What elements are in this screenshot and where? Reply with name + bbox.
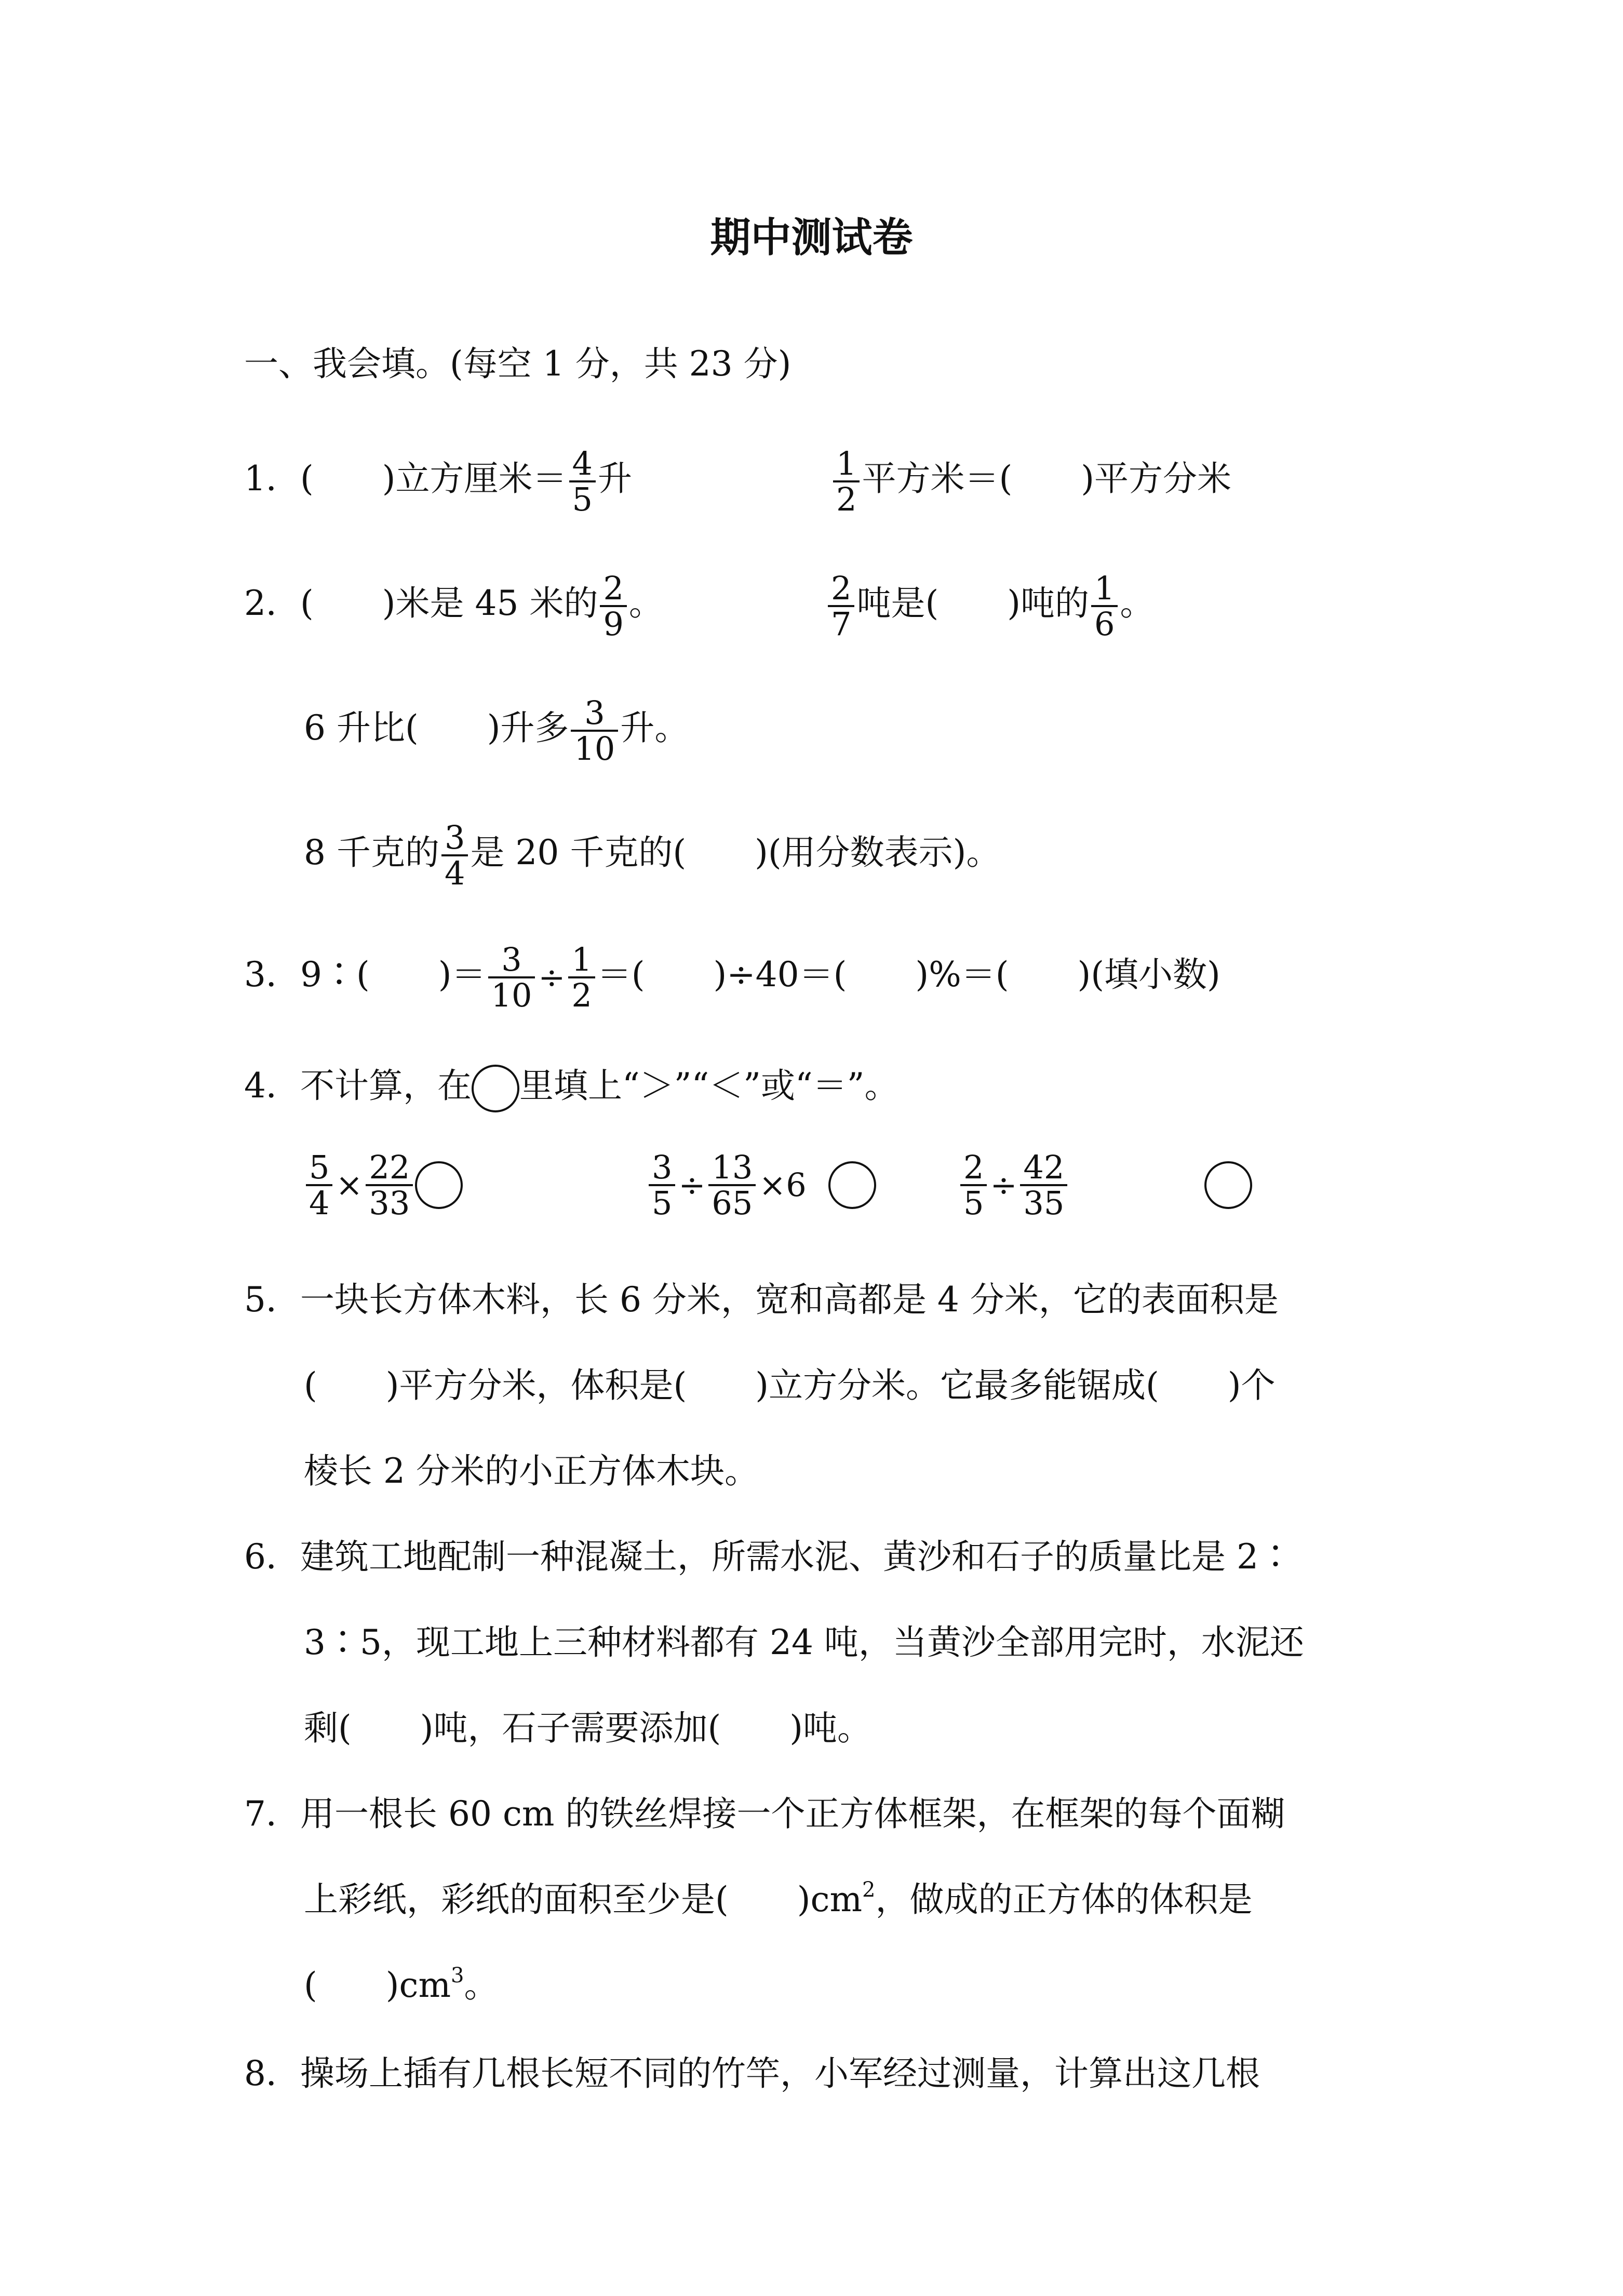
question-7-line-1: 7．用一根长 60 cm 的铁丝焊接一个正方体框架，在框架的每个面糊 xyxy=(244,1794,1285,1834)
question-number: 5． xyxy=(244,1280,300,1320)
question-2b: $\frac{2}{7}$ 吨是( )吨的 $\frac{1}{6}$ 。 xyxy=(826,571,1154,641)
question-1a: 1．( )立方厘米＝ $\frac{4}{5}$ 升 xyxy=(244,445,632,519)
question-5-line-3: 棱长 2 分米的小正方体木块。 xyxy=(304,1451,759,1491)
question-3: 3．9∶( )＝ $\frac{3}{10}$ ÷ $\frac{1}{2}$ ＝( )÷40＝( )%＝( )(填小数) xyxy=(244,941,1220,1015)
fraction: $\frac{1}{6}$ xyxy=(1091,571,1118,641)
answer-circle[interactable] xyxy=(828,1161,876,1209)
answer-circle[interactable] xyxy=(1204,1161,1252,1209)
compare-expression-3: $\frac{2}{5}$ ÷ $\frac{42}{35}$ xyxy=(958,1150,1252,1220)
fraction: $\frac{42}{35}$ xyxy=(1020,1150,1067,1220)
fraction: $\frac{2}{5}$ xyxy=(960,1150,987,1220)
fraction: $\frac{4}{5}$ xyxy=(569,447,596,516)
question-5-line-2: ( )平方分米，体积是( )立方分米。它最多能锯成( )个 xyxy=(304,1365,1276,1405)
fraction: $\frac{1}{2}$ xyxy=(568,943,595,1012)
question-number: 6． xyxy=(244,1537,300,1577)
question-number: 8． xyxy=(244,2053,300,2093)
question-number: 3． xyxy=(244,955,300,995)
question-4: 4．不计算，在 里填上“＞”“＜”或“＝”。 xyxy=(244,1065,898,1112)
answer-circle[interactable] xyxy=(415,1161,463,1209)
question-number: 2． xyxy=(244,583,300,624)
question-2a: 2．( )米是 45 米的 $\frac{2}{9}$ 。 xyxy=(244,569,663,643)
question-8-line-1: 8．操场上插有几根长短不同的竹竿，小军经过测量，计算出这几根 xyxy=(244,2053,1260,2093)
question-6-line-1: 6．建筑工地配制一种混凝土，所需水泥、黄沙和石子的质量比是 2∶ xyxy=(244,1537,1293,1577)
fraction: $\frac{5}{4}$ xyxy=(306,1150,332,1220)
question-2c: 6 升比( )升多 $\frac{3}{10}$ 升。 xyxy=(304,694,689,768)
compare-expression-1: $\frac{5}{4}$ × $\frac{22}{33}$ xyxy=(304,1150,463,1220)
fraction: $\frac{22}{33}$ xyxy=(366,1150,413,1220)
question-number: 7． xyxy=(244,1794,300,1834)
section-heading: 一、我会填。(每空 1 分，共 23 分) xyxy=(244,344,792,384)
question-7-line-3: ( )$cm^3$。 xyxy=(304,1964,499,2005)
fraction: $\frac{1}{2}$ xyxy=(833,447,860,516)
answer-circle[interactable] xyxy=(472,1065,519,1112)
fraction: $\frac{3}{4}$ xyxy=(441,821,468,890)
fraction: $\frac{3}{10}$ xyxy=(488,943,535,1012)
page-title: 期中测试卷 xyxy=(710,214,913,261)
fraction: $\frac{2}{7}$ xyxy=(828,571,854,641)
question-1b: $\frac{1}{2}$ 平方米＝( )平方分米 xyxy=(831,447,1231,516)
question-7-line-2: 上彩纸，彩纸的面积至少是( )$cm^2$，做成的正方体的体积是 xyxy=(304,1878,1253,1919)
question-2d: 8 千克的 $\frac{3}{4}$ 是 20 千克的( )(用分数表示)。 xyxy=(304,818,1001,893)
question-6-line-2: 3∶5，现工地上三种材料都有 24 吨，当黄沙全部用完时，水泥还 xyxy=(304,1622,1304,1662)
compare-expression-2: $\frac{3}{5}$ ÷ $\frac{13}{65}$ ×6 xyxy=(647,1150,876,1220)
fraction: $\frac{3}{5}$ xyxy=(649,1150,675,1220)
question-number: 1． xyxy=(244,459,300,499)
fraction: $\frac{3}{10}$ xyxy=(571,696,618,766)
question-5-line-1: 5．一块长方体木料，长 6 分米，宽和高都是 4 分米，它的表面积是 xyxy=(244,1280,1279,1320)
fraction: $\frac{13}{65}$ xyxy=(708,1150,756,1220)
fraction: $\frac{2}{9}$ xyxy=(600,571,626,641)
question-6-line-3: 剩( )吨，石子需要添加( )吨。 xyxy=(304,1708,871,1748)
question-number: 4． xyxy=(244,1066,300,1106)
